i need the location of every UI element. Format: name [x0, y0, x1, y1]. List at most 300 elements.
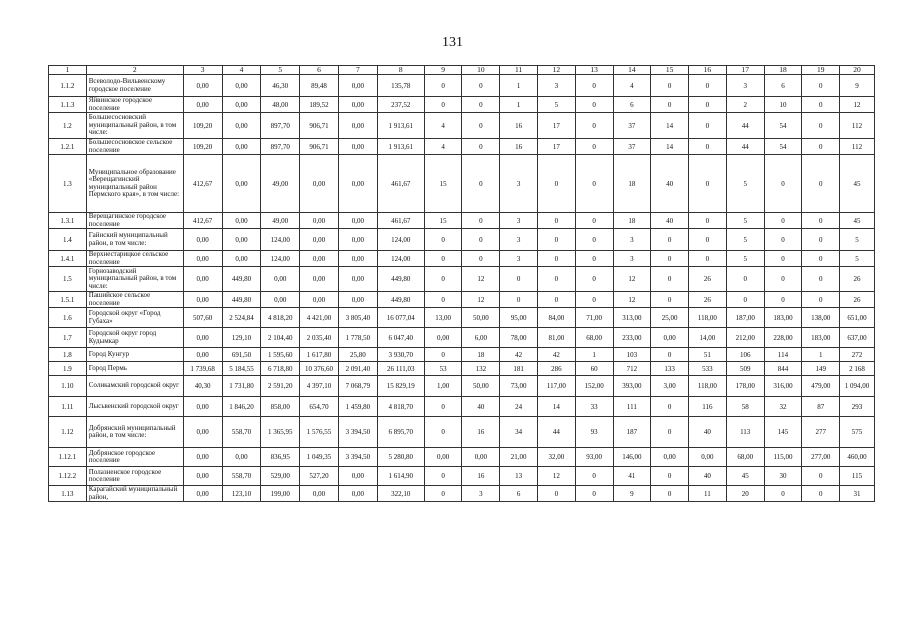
row-id: 1.8 — [49, 348, 87, 362]
table-cell: 858,00 — [261, 397, 300, 417]
table-cell: 0,00 — [183, 417, 222, 448]
table-cell: 0 — [424, 97, 462, 113]
row-id: 1.3.1 — [49, 213, 87, 229]
row-name: Всеволодо-Вильвенскому городское поселение — [86, 75, 183, 97]
table-cell: 45 — [726, 467, 764, 486]
row-name: Город Кунгур — [86, 348, 183, 362]
table-cell: 0 — [424, 267, 462, 292]
table-cell: 45 — [840, 155, 875, 213]
row-id: 1.1.2 — [49, 75, 87, 97]
table-cell: 0,00 — [183, 486, 222, 502]
column-number: 3 — [183, 66, 222, 75]
table-cell: 897,70 — [261, 139, 300, 155]
table-cell: 112 — [840, 139, 875, 155]
table-cell: 0 — [575, 486, 613, 502]
row-name: Карагайский муниципальный район, — [86, 486, 183, 502]
column-number: 1 — [49, 66, 87, 75]
table-cell: 277 — [802, 417, 840, 448]
table-cell: 0,00 — [183, 75, 222, 97]
table-cell: 181 — [500, 362, 538, 376]
table-cell: 116 — [689, 397, 727, 417]
table-cell: 0 — [802, 155, 840, 213]
table-cell: 16 — [500, 139, 538, 155]
table-cell: 0 — [764, 486, 802, 502]
table-cell: 0 — [500, 292, 538, 308]
table-cell: 0,00 — [222, 229, 261, 251]
table-cell: 0 — [462, 213, 500, 229]
row-name: Горнозаводский муниципальный район, в том числе: — [86, 267, 183, 292]
table-cell: 897,70 — [261, 113, 300, 139]
table-cell: 81,00 — [537, 328, 575, 348]
table-cell: 0,00 — [338, 155, 377, 213]
table-cell: 5 280,80 — [377, 448, 424, 467]
table-cell: 3 — [537, 75, 575, 97]
table-cell: 152,00 — [575, 376, 613, 397]
table-cell: 0 — [802, 267, 840, 292]
row-name: Добрянское городское поселение — [86, 448, 183, 467]
table-cell: 1 595,60 — [261, 348, 300, 362]
table-cell: 9 — [840, 75, 875, 97]
table-cell: 449,80 — [222, 267, 261, 292]
table-cell: 0 — [802, 292, 840, 308]
row-name: Добрянский муниципальный район, в том числе: — [86, 417, 183, 448]
table-cell: 42 — [500, 348, 538, 362]
table-cell: 507,60 — [183, 308, 222, 328]
table-cell: 0,00 — [300, 229, 339, 251]
table-cell: 118,00 — [689, 308, 727, 328]
table-row — [49, 417, 875, 448]
table-cell: 5 — [726, 229, 764, 251]
table-cell: 6 — [764, 75, 802, 97]
table-cell: 0 — [537, 292, 575, 308]
table-cell: 0 — [575, 292, 613, 308]
table-cell: 0 — [764, 229, 802, 251]
table-row — [49, 467, 875, 486]
table-cell: 0 — [462, 229, 500, 251]
table-cell: 135,78 — [377, 75, 424, 97]
row-name: Яйвинское городское поселение — [86, 97, 183, 113]
table-cell: 0,00 — [338, 229, 377, 251]
row-id: 1.2.1 — [49, 139, 87, 155]
table-row — [49, 251, 875, 267]
table-cell: 12 — [613, 267, 651, 292]
table-cell: 0 — [689, 155, 727, 213]
table-cell: 17 — [537, 139, 575, 155]
table-cell: 3 — [500, 229, 538, 251]
table-cell: 0,00 — [338, 267, 377, 292]
column-number: 8 — [377, 66, 424, 75]
table-cell: 2 168 — [840, 362, 875, 376]
table-cell: 25,80 — [338, 348, 377, 362]
table-cell: 0 — [726, 292, 764, 308]
table-cell: 84,00 — [537, 308, 575, 328]
table-cell: 0,00 — [183, 348, 222, 362]
table-cell: 0 — [424, 397, 462, 417]
table-cell: 93,00 — [575, 448, 613, 467]
table-cell: 1 — [802, 348, 840, 362]
row-id: 1.9 — [49, 362, 87, 376]
table-cell: 17 — [537, 113, 575, 139]
column-number: 2 — [86, 66, 183, 75]
row-id: 1.2 — [49, 113, 87, 139]
table-cell: 0,00 — [222, 75, 261, 97]
table-cell: 0 — [462, 75, 500, 97]
table-cell: 0 — [424, 75, 462, 97]
column-number: 14 — [613, 66, 651, 75]
table-cell: 2 591,20 — [261, 376, 300, 397]
table-cell: 0,00 — [338, 139, 377, 155]
table-cell: 0,00 — [338, 97, 377, 113]
table-row — [49, 448, 875, 467]
column-number: 7 — [338, 66, 377, 75]
table-cell: 3 930,70 — [377, 348, 424, 362]
table-cell: 906,71 — [300, 113, 339, 139]
table-cell: 0 — [651, 292, 689, 308]
table-cell: 0 — [764, 213, 802, 229]
row-name: Большесосновский муниципальный район, в том числе: — [86, 113, 183, 139]
table-cell: 4 — [424, 113, 462, 139]
table-cell: 479,00 — [802, 376, 840, 397]
column-number: 18 — [764, 66, 802, 75]
table-cell: 0 — [802, 213, 840, 229]
table-cell: 0 — [689, 97, 727, 113]
row-name: Лысьвенский городской округ — [86, 397, 183, 417]
table-cell: 10 376,60 — [300, 362, 339, 376]
table-cell: 449,80 — [222, 292, 261, 308]
table-cell: 37 — [613, 139, 651, 155]
table-row — [49, 292, 875, 308]
table-cell: 0 — [764, 267, 802, 292]
row-id: 1.5.1 — [49, 292, 87, 308]
table-cell: 558,70 — [222, 467, 261, 486]
table-cell: 40 — [462, 397, 500, 417]
table-cell: 16 — [500, 113, 538, 139]
table-cell: 4 — [613, 75, 651, 97]
table-cell: 20 — [726, 486, 764, 502]
table-cell: 449,80 — [377, 292, 424, 308]
table-cell: 0,00 — [338, 213, 377, 229]
table-cell: 449,80 — [377, 267, 424, 292]
table-cell: 237,52 — [377, 97, 424, 113]
table-cell: 21,00 — [500, 448, 538, 467]
table-cell: 0,00 — [338, 251, 377, 267]
table-cell: 0,00 — [222, 448, 261, 467]
table-cell: 0,00 — [300, 251, 339, 267]
table-cell: 0,00 — [338, 113, 377, 139]
table-cell: 0,00 — [261, 267, 300, 292]
table-cell: 0,00 — [462, 448, 500, 467]
table-cell: 15 — [424, 213, 462, 229]
table-cell: 3 — [500, 155, 538, 213]
table-row — [49, 229, 875, 251]
table-row — [49, 213, 875, 229]
table-cell: 460,00 — [840, 448, 875, 467]
table-cell: 0 — [764, 292, 802, 308]
column-number: 11 — [500, 66, 538, 75]
table-cell: 0 — [651, 467, 689, 486]
table-cell: 124,00 — [377, 229, 424, 251]
table-cell: 0 — [537, 213, 575, 229]
row-id: 1.10 — [49, 376, 87, 397]
table-cell: 3 394,50 — [338, 448, 377, 467]
table-cell: 49,00 — [261, 213, 300, 229]
column-number: 9 — [424, 66, 462, 75]
row-id: 1.4.1 — [49, 251, 87, 267]
table-cell: 0 — [575, 75, 613, 97]
table-cell: 0 — [689, 139, 727, 155]
table-cell: 1 731,80 — [222, 376, 261, 397]
table-cell: 46,30 — [261, 75, 300, 97]
table-cell: 2 091,40 — [338, 362, 377, 376]
table-cell: 32 — [764, 397, 802, 417]
table-cell: 5 — [726, 155, 764, 213]
table-cell: 0 — [462, 139, 500, 155]
table-cell: 4 — [424, 139, 462, 155]
table-row — [49, 308, 875, 328]
table-cell: 0,00 — [300, 267, 339, 292]
table-cell: 106 — [726, 348, 764, 362]
table-cell: 1 617,80 — [300, 348, 339, 362]
table-cell: 2 — [726, 97, 764, 113]
table-cell: 272 — [840, 348, 875, 362]
table-cell: 40 — [689, 417, 727, 448]
table-cell: 0 — [689, 251, 727, 267]
table-cell: 836,95 — [261, 448, 300, 467]
table-cell: 41 — [613, 467, 651, 486]
table-cell: 187 — [613, 417, 651, 448]
table-cell: 1 913,61 — [377, 139, 424, 155]
table-cell: 5 — [726, 213, 764, 229]
table-cell: 18 — [613, 155, 651, 213]
row-id: 1.5 — [49, 267, 87, 292]
column-number: 17 — [726, 66, 764, 75]
table-cell: 0,00 — [222, 139, 261, 155]
table-cell: 13 — [500, 467, 538, 486]
table-cell: 533 — [689, 362, 727, 376]
row-id: 1.1.3 — [49, 97, 87, 113]
table-cell: 26 — [840, 267, 875, 292]
table-cell: 1 — [575, 348, 613, 362]
table-row — [49, 328, 875, 348]
table-cell: 316,00 — [764, 376, 802, 397]
table-cell: 138,00 — [802, 308, 840, 328]
table-cell: 6 718,80 — [261, 362, 300, 376]
table-cell: 1 576,55 — [300, 417, 339, 448]
table-cell: 906,71 — [300, 139, 339, 155]
table-cell: 412,67 — [183, 155, 222, 213]
table-cell: 0,00 — [183, 397, 222, 417]
table-row — [49, 75, 875, 97]
table-cell: 1 846,20 — [222, 397, 261, 417]
table-cell: 199,00 — [261, 486, 300, 502]
table-cell: 0 — [575, 267, 613, 292]
table-cell: 15 — [424, 155, 462, 213]
table-cell: 183,00 — [764, 308, 802, 328]
table-cell: 30 — [764, 467, 802, 486]
table-cell: 0 — [424, 486, 462, 502]
table-cell: 0 — [651, 486, 689, 502]
table-cell: 0 — [575, 467, 613, 486]
table-cell: 44 — [726, 139, 764, 155]
table-cell: 1 739,68 — [183, 362, 222, 376]
table-cell: 68,00 — [726, 448, 764, 467]
table-cell: 0 — [651, 267, 689, 292]
table-cell: 322,10 — [377, 486, 424, 502]
table-cell: 0,00 — [338, 467, 377, 486]
table-cell: 461,67 — [377, 213, 424, 229]
table-cell: 0,00 — [424, 448, 462, 467]
row-name: Городской округ город Кудымкар — [86, 328, 183, 348]
table-cell: 527,20 — [300, 467, 339, 486]
table-cell: 575 — [840, 417, 875, 448]
column-number: 12 — [537, 66, 575, 75]
table-cell: 68,00 — [575, 328, 613, 348]
table-row — [49, 362, 875, 376]
row-name: Большесосновское сельское поселение — [86, 139, 183, 155]
row-name: Город Пермь — [86, 362, 183, 376]
table-cell: 4 421,00 — [300, 308, 339, 328]
table-cell: 0 — [424, 292, 462, 308]
table-cell: 0,00 — [338, 486, 377, 502]
table-cell: 31 — [840, 486, 875, 502]
row-id: 1.11 — [49, 397, 87, 417]
table-cell: 53 — [424, 362, 462, 376]
table-cell: 0 — [802, 113, 840, 139]
table-cell: 5 — [726, 251, 764, 267]
table-cell: 393,00 — [613, 376, 651, 397]
table-cell: 412,67 — [183, 213, 222, 229]
row-id: 1.13 — [49, 486, 87, 502]
table-cell: 0,00 — [338, 75, 377, 97]
table-cell: 3 — [613, 251, 651, 267]
table-cell: 6 895,70 — [377, 417, 424, 448]
table-row — [49, 155, 875, 213]
table-cell: 114 — [764, 348, 802, 362]
table-cell: 844 — [764, 362, 802, 376]
table-cell: 111 — [613, 397, 651, 417]
table-cell: 0,00 — [183, 251, 222, 267]
table-cell: 50,00 — [462, 376, 500, 397]
table-cell: 37 — [613, 113, 651, 139]
column-number: 15 — [651, 66, 689, 75]
table-cell: 109,20 — [183, 113, 222, 139]
table-cell: 509 — [726, 362, 764, 376]
table-cell: 0,00 — [183, 448, 222, 467]
table-cell: 32,00 — [537, 448, 575, 467]
table-cell: 132 — [462, 362, 500, 376]
table-cell: 117,00 — [537, 376, 575, 397]
table-cell: 6 — [500, 486, 538, 502]
table-cell: 5 184,55 — [222, 362, 261, 376]
table-cell: 0,00 — [183, 97, 222, 113]
table-cell: 40 — [651, 213, 689, 229]
table-cell: 0 — [689, 213, 727, 229]
table-cell: 0,00 — [183, 467, 222, 486]
table-cell: 0 — [651, 397, 689, 417]
table-cell: 0 — [651, 348, 689, 362]
row-name: Верещагинское городское поселение — [86, 213, 183, 229]
table-cell: 93 — [575, 417, 613, 448]
table-cell: 0 — [802, 139, 840, 155]
table-cell: 124,00 — [377, 251, 424, 267]
table-cell: 0 — [651, 251, 689, 267]
table-cell: 0 — [802, 97, 840, 113]
table-cell: 5 — [840, 229, 875, 251]
table-cell: 0 — [462, 251, 500, 267]
table-cell: 0,00 — [424, 328, 462, 348]
table-cell: 9 — [613, 486, 651, 502]
table-cell: 115 — [840, 467, 875, 486]
table-cell: 44 — [726, 113, 764, 139]
table-row — [49, 139, 875, 155]
table-cell: 45 — [840, 213, 875, 229]
table-cell: 6 — [613, 97, 651, 113]
table-cell: 4 818,20 — [261, 308, 300, 328]
table-cell: 558,70 — [222, 417, 261, 448]
table-cell: 12 — [462, 292, 500, 308]
table-cell: 0,00 — [300, 213, 339, 229]
table-cell: 3,00 — [651, 376, 689, 397]
table-cell: 1 459,80 — [338, 397, 377, 417]
table-cell: 109,20 — [183, 139, 222, 155]
table-cell: 7 068,79 — [338, 376, 377, 397]
table-cell: 10 — [764, 97, 802, 113]
column-number: 10 — [462, 66, 500, 75]
table-cell: 0 — [726, 267, 764, 292]
table-cell: 1 094,00 — [840, 376, 875, 397]
table-cell: 14 — [537, 397, 575, 417]
table-cell: 0 — [537, 251, 575, 267]
table-cell: 1 — [500, 97, 538, 113]
table-row — [49, 97, 875, 113]
row-id: 1.12 — [49, 417, 87, 448]
table-cell: 0,00 — [222, 155, 261, 213]
table-cell: 87 — [802, 397, 840, 417]
table-cell: 3 805,40 — [338, 308, 377, 328]
table-cell: 60 — [575, 362, 613, 376]
table-cell: 0 — [689, 75, 727, 97]
table-cell: 0 — [424, 348, 462, 362]
table-cell: 187,00 — [726, 308, 764, 328]
table-cell: 0,00 — [300, 155, 339, 213]
table-cell: 228,00 — [764, 328, 802, 348]
table-cell: 0 — [575, 251, 613, 267]
table-cell: 4 397,10 — [300, 376, 339, 397]
header-row — [49, 66, 875, 75]
table-cell: 0,00 — [183, 292, 222, 308]
table-cell: 78,00 — [500, 328, 538, 348]
table-cell: 133 — [651, 362, 689, 376]
column-number: 6 — [300, 66, 339, 75]
table-cell: 0,00 — [183, 267, 222, 292]
table-cell: 15 829,19 — [377, 376, 424, 397]
table-cell: 0 — [424, 467, 462, 486]
table-cell: 0 — [537, 486, 575, 502]
table-cell: 0,00 — [222, 251, 261, 267]
table-cell: 277,00 — [802, 448, 840, 467]
table-cell: 0 — [424, 229, 462, 251]
table-cell: 14 — [651, 139, 689, 155]
table-cell: 89,48 — [300, 75, 339, 97]
row-name: Муниципальное образование «Верещагинский муниципальный район Пермского края», в том числе: — [86, 155, 183, 213]
table-cell: 34 — [500, 417, 538, 448]
column-number: 19 — [802, 66, 840, 75]
table-cell: 0 — [689, 229, 727, 251]
table-cell: 40 — [689, 467, 727, 486]
table-cell: 0,00 — [300, 292, 339, 308]
table-cell: 1 — [500, 75, 538, 97]
table-cell: 12 — [613, 292, 651, 308]
